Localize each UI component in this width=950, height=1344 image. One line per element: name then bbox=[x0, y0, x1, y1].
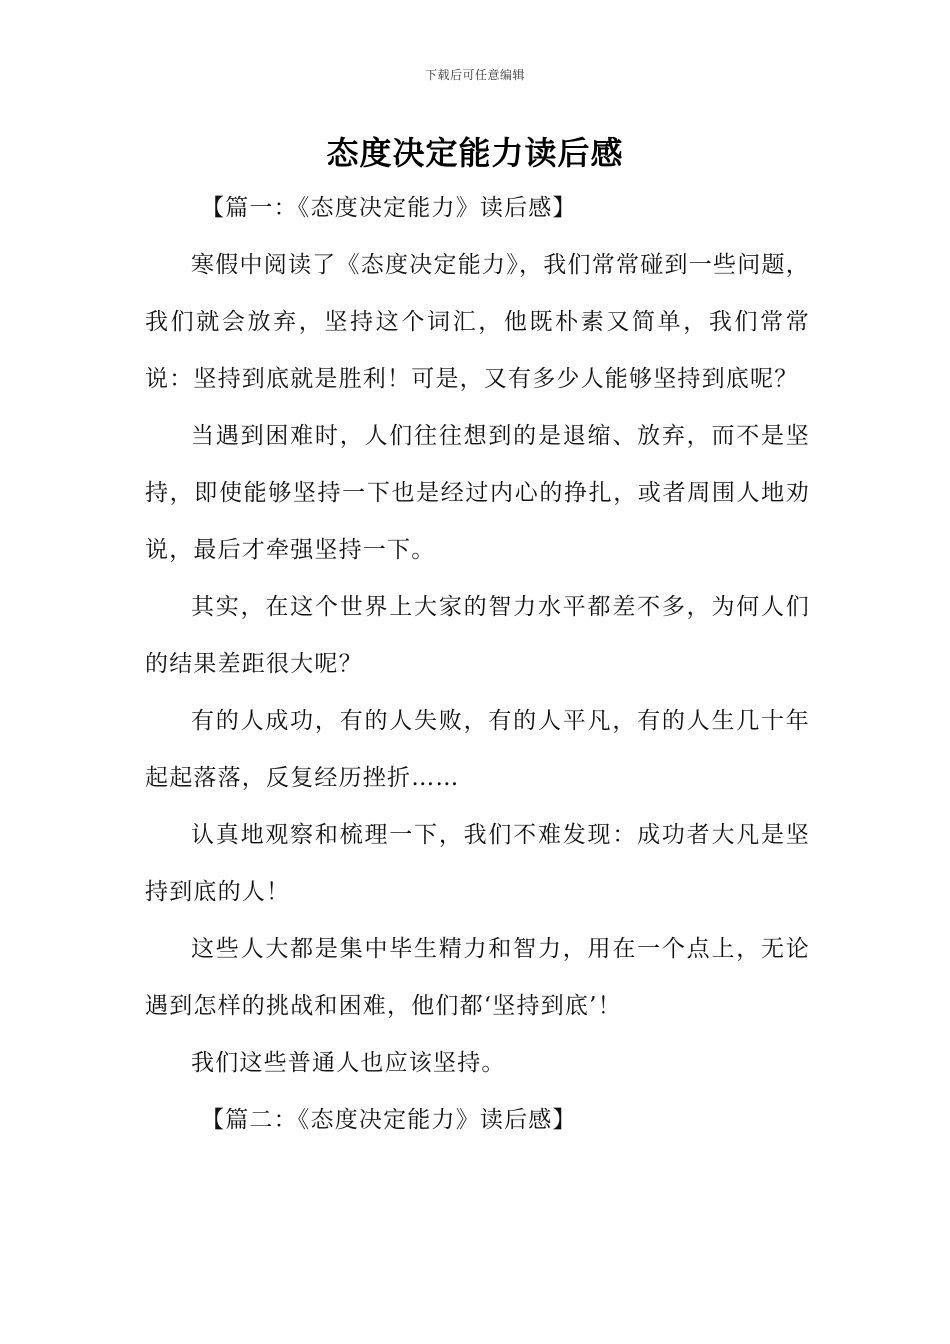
document-body bbox=[145, 180, 810, 1149]
paragraph: 有的人成功，有的人失败，有的人平凡，有的人生几十年起起落落，反复经历挫折…… bbox=[145, 708, 810, 791]
paragraph: 认真地观察和梳理一下，我们不难发现：成功者大凡是坚持到底的人！ bbox=[145, 822, 810, 905]
paragraph: 其实，在这个世界上大家的智力水平都差不多，为何人们的结果差距很大呢？ bbox=[145, 594, 810, 677]
section-heading-2: 【篇二：《态度决定能力》读后感】 bbox=[201, 1107, 577, 1133]
paragraph: 寒假中阅读了《态度决定能力》，我们常常碰到一些问题，我们就会放弃，坚持这个词汇，他既朴素又简单，我们常常说：坚持到底就是胜利！可是，又有多少人能够坚持到底呢？ bbox=[145, 252, 810, 392]
header-note: 下载后可任意编辑 bbox=[424, 68, 525, 82]
section-heading-1: 【篇一：《态度决定能力》读后感】 bbox=[201, 195, 577, 221]
paragraph: 我们这些普通人也应该坚持。 bbox=[191, 1050, 506, 1076]
paragraph: 这些人大都是集中毕生精力和智力，用在一个点上，无论遇到怎样的挑战和困难，他们都‘坚持到底’！ bbox=[145, 936, 810, 1019]
page-title: 态度决定能力读后感 bbox=[326, 134, 624, 172]
paragraph: 当遇到困难时，人们往往想到的是退缩、放弃，而不是坚持，即使能够坚持一下也是经过内心的挣扎，或者周围人地劝说，最后才牵强坚持一下。 bbox=[145, 423, 810, 563]
